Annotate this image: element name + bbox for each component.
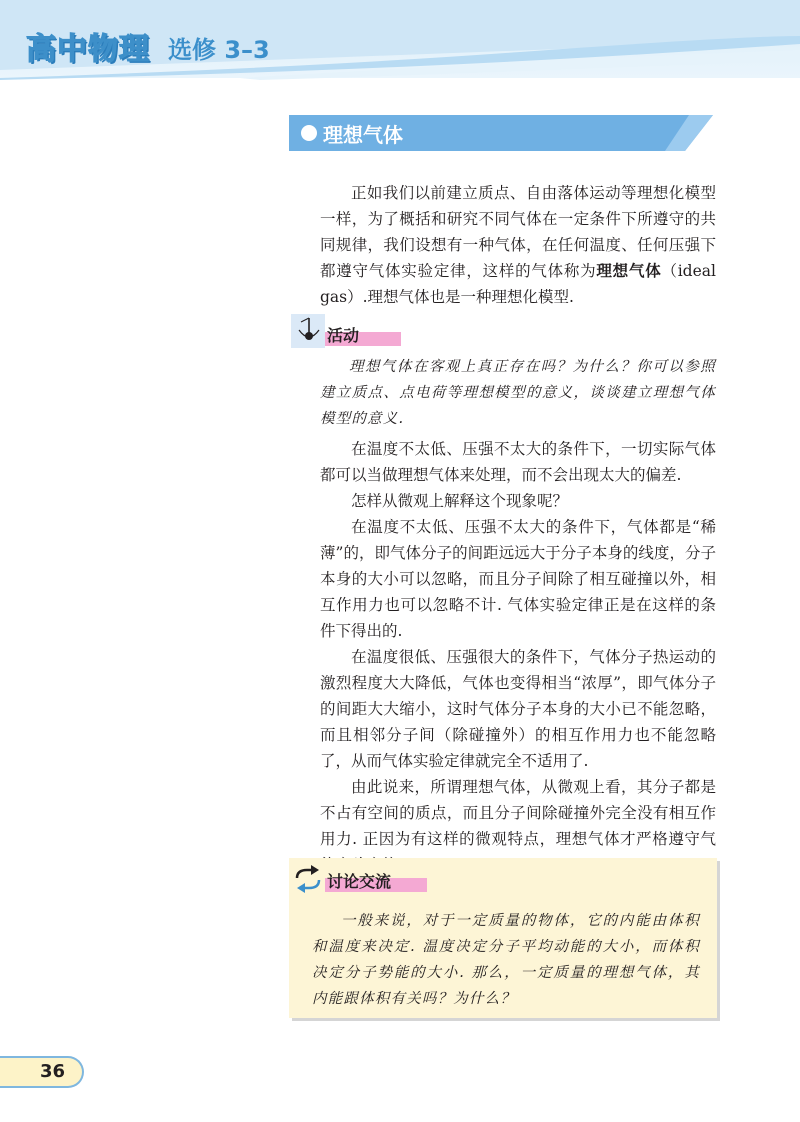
discussion-label: 讨论交流 [327,872,392,891]
body-paragraph-1: 在温度不太低、压强不太大的条件下，一切实际气体都可以当做理想气体来处理，而不会出现太大的偏差. [320,440,716,484]
intro-text-2: （ideal gas）.理想气体也是一种理想化模型. [320,262,716,306]
pendulum-icon [291,314,325,348]
book-title: 高中物理 [26,32,150,67]
book-subtitle: 选修 3–3 [168,36,270,64]
page-number-badge [0,1056,84,1088]
page-number: 36 [40,1061,66,1082]
section-banner [289,115,713,151]
bullet-icon [301,125,317,141]
body-paragraph-5: 由此说来，所谓理想气体，从微观上看，其分子都是不占有空间的质点，而且分子间除碰撞外完全没有相互作用力. 正因为有这样的微观特点，理想气体才严格遵守气 [320,778,716,848]
activity-text-content: 理想气体在客观上真正存在吗？为什么？你可以参照建立质点、点电荷等理想模型的意义，谈谈建立理想气体模型的意义. [320,359,716,427]
discussion-text-content: 一般来说，对于一定质量的物体，它的内能由体积和温度来决定. 温度决定分子平均动能的大小，而体积决定分子势能的大小. 那么，一定质量的理想气体，其内能跟体积有关吗？为什么？ [312,913,700,1007]
intro-text-1: 正如我们以前建立质点、自由落体运动等理想化模型一样，为了概括和研究不同气体在一定条件下所遵守的共同规律，我们设想有一种气体，在任何温度、任何压强下都遵守气体实验定律，这样的气体称为 [320,184,716,280]
discussion-text [312,908,700,1012]
section-title: 理想气体 [323,123,403,147]
intro-paragraph [320,180,716,310]
term-ideal-gas: 理想气体 [596,261,662,280]
body-text [320,436,716,878]
activity-tag [291,322,411,346]
body-paragraph-2: 怎样从微观上解释这个现象呢？ [351,492,569,510]
discussion-tag [291,868,431,892]
activity-text [320,354,716,432]
body-paragraph-3: 在温度不太低、压强不太大的条件下，气体都是“稀薄”的，即气体分子的间距远远大于分子本身的线度，分子本身的大小可以忽略，而且分子间除了相互碰撞以外，相互作用力也可以忽略不计. 气体实验定律正是在这样的条件下得出的. [320,518,716,640]
body-paragraph-4: 在温度很低、压强很大的条件下，气体分子热运动的激烈程度大大降低，气体也变得相当“浓厚”，即气体分子的间距大大缩小，这时气体分子本身的大小已不能忽略，而且相邻分子间（除碰撞外）的相互作用力也不能忽略了，从而气体实验定律就完全不适用了. [320,648,716,770]
activity-label: 活动 [327,326,360,345]
exchange-arrows-icon [291,864,325,894]
page-header [0,0,800,78]
